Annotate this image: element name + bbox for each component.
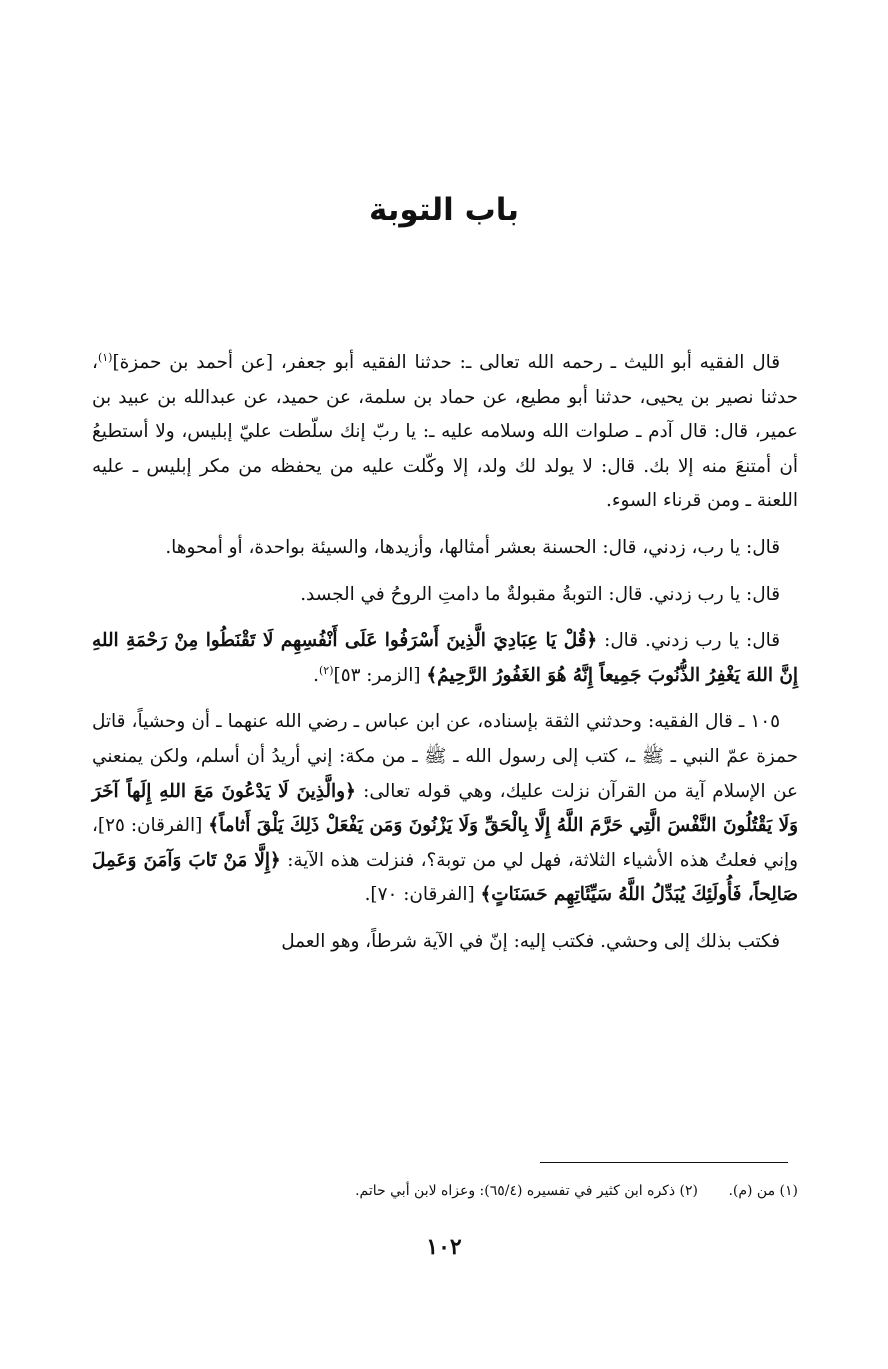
paragraph-lead: ١٠٥ ـ قال الفقيه: وحدثني الثقة بإسناده، عن ابن عباس ـ رضي الله عنهما ـ أن وحشياً، قاتل حمزة عمّ النبي ـ ﷺ ـ، كتب إلى رسول الله ـ ﷺ ـ من مكة: إني أريدُ أن أسلم، ولكن يمنعني عن الإسلام آية من القرآن نزلت عليك، وهي قوله تعالى: [92, 711, 799, 802]
verse-reference: [الفرقان: ٢٥]، وإني فعلتُ هذه الأشياء الثلاثة، فهل لي من توبة؟، فنزلت هذه الآية: [92, 815, 798, 871]
paragraph-end: . [313, 664, 319, 686]
footnote-2: (٢) ذكره ابن كثير في تفسيره (٦٥/٤): وعزاه لابن أبي حاتم. [355, 1183, 698, 1199]
main-text [92, 346, 798, 972]
chapter-title: باب التوبة [368, 192, 520, 228]
footnote-1: (١) من (م). [728, 1183, 798, 1199]
verse-reference: [الزمر: ٥٣] [333, 664, 427, 686]
paragraph-hasana: قال: يا رب، زدني، قال: الحسنة بعشر أمثالها، وأزيدها، والسيئة بواحدة، أو أمحوها. [165, 536, 780, 558]
paragraph-text-cont: ، حدثنا نصير بن يحيى، حدثنا أبو مطيع، عن حماد بن سلمة، عن حميد، عن عبدالله بن عبيد بن عمير، قال: قال آدم ـ صلوات الله وسلامه عليه ـ: يا ربّ إنك سلّطت عليّ إبليس، ولا أستطيعُ أن أمتنعَ منه إلا بك. قال: لا يولد لك ولد، إلا وكّلت عليه من يحفظه من مكر إبليس ـ عليه اللعنة ـ ومن قرناء السوء. [92, 352, 798, 512]
quran-verse: ﴿إِلَّا مَنْ تَابَ وَآمَنَ وَعَمِلَ صَالِحاً، فَأُولَئِكَ يُبَدِّلُ اللَّهُ سَيِّئَاتِهِم حَسَنَاتٍ﴾ [92, 849, 798, 906]
paragraph-wahshi [92, 705, 798, 913]
quran-verse: ﴿قُلْ يَا عِبَادِيَ الَّذِينَ أَسْرَفُوا عَلَى أَنْفُسِهِم لَا تَقْنَطُوا مِنْ رَحْمَةِ اللهِ إِنَّ اللهَ يَغْفِرُ الذُّنُوبَ جَمِيعاً إِنَّهُ هُوَ الغَفُورُ الرَّحِيمُ﴾ [92, 630, 798, 686]
paragraph-zumar [92, 624, 798, 693]
paragraph-tawba: قال: يا رب زدني. قال: التوبةُ مقبولةٌ ما دامتِ الروحُ في الجسد. [300, 583, 780, 605]
paragraph-reply: فكتب بذلك إلى وحشي. فكتب إليه: إنّ في الآية شرطاً، وهو العمل [281, 930, 780, 952]
footnotes [92, 1180, 798, 1202]
footnote-ref-1: (١) [97, 350, 113, 364]
verse-reference: [الفرقان: ٧٠]. [364, 884, 481, 906]
paragraph-isnad [92, 346, 798, 519]
page-number: ١٠٢ [426, 1234, 462, 1260]
footnote-ref-2: (٢) [318, 663, 334, 677]
quran-verse: ﴿والَّذِينَ لَا يَدْعُونَ مَعَ اللهِ إِلَهاً آخَرَ وَلَا يَقْتُلُونَ النَّفْسَ الَّتِي حَرَّمَ اللَّهُ إِلَّا بِالْحَقِّ وَلَا يَزْنُونَ وَمَن يَفْعَلْ ذَلِكَ يَلْقَ أَثاماً﴾ [92, 780, 798, 837]
paragraph-text: قال الفقيه أبو الليث ـ رحمه الله تعالى ـ: حدثنا الفقيه أبو جعفر، [عن أحمد بن حمزة] [112, 352, 780, 373]
footnote-divider [540, 1162, 788, 1163]
paragraph-lead: قال: يا رب زدني. قال: [597, 630, 780, 652]
